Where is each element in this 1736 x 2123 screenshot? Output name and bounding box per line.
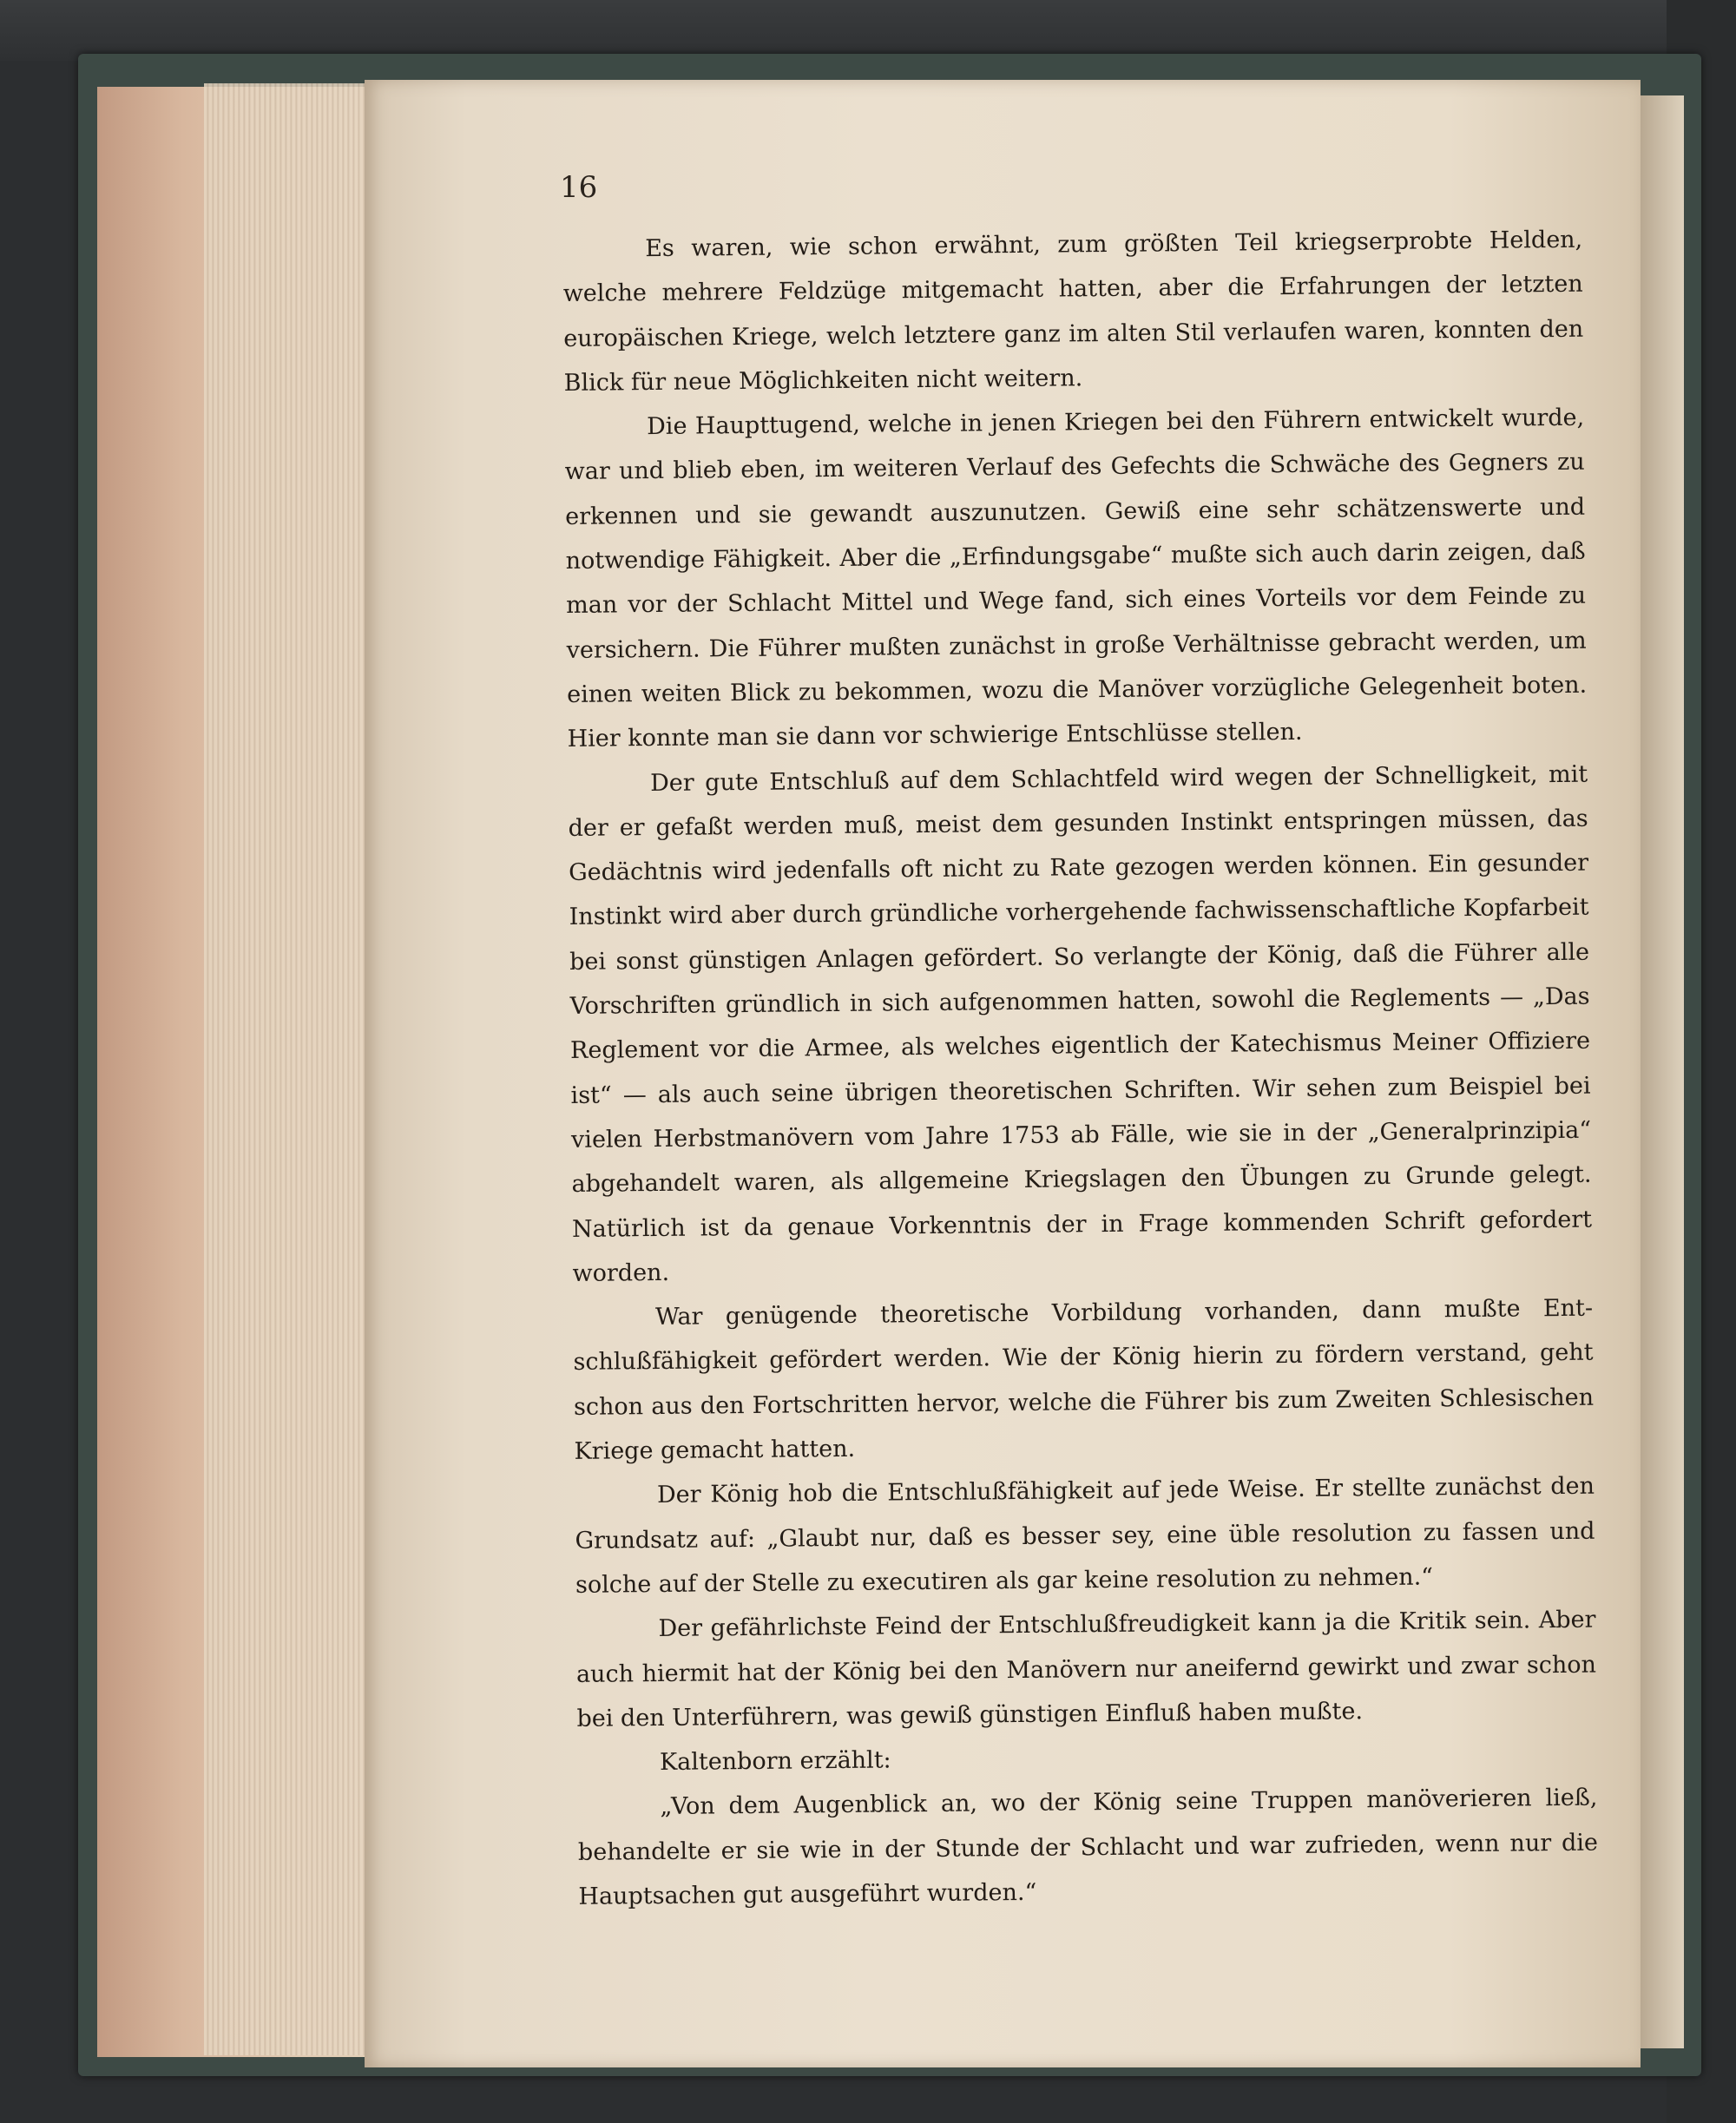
scanner-background <box>0 0 1736 61</box>
book-page-edges <box>204 83 378 2055</box>
paragraph: „Von dem Augenblick an, wo der König seine Truppen manöverieren ließ, behandelte er sie wie in der Stunde der Schlacht und war zufrieden, wenn nur die Hauptsachen gut ausgeführt wurden.“ <box>577 1785 1599 1910</box>
page-number: 16 <box>560 170 598 205</box>
book-page <box>365 80 1641 2067</box>
page-text <box>562 218 1599 1919</box>
facing-page-edge <box>1641 95 1684 2048</box>
paragraph: Der König hob die Entschlußfähigkeit auf jede Weise. Er stellte zunächst den Grundsatz auf: „Glaubt nur, daß es besser sey, eine üble resolution zu fassen und solche auf der Stelle zu executiren als gar keine resolution zu nehmen.“ <box>575 1472 1595 1599</box>
paragraph: Der gefährlichste Feind der Entschlußfreudigkeit kann ja die Kritik sein. Aber auch hiermit hat der König bei den Manövern nur aneifernd gewirkt und zwar schon bei den Unterführern, was gewiß günstigen Einfluß haben mußte. <box>575 1606 1597 1732</box>
paragraph: Es waren, wie schon erwähnt, zum größten Teil kriegserprobte Helden, welche mehrere Feldzüge mitgemacht hatten, aber die Erfahrungen der letzten europäischen Kriege, welch letztere ganz im alten Stil verlaufen waren, konnten den Blick für neue Möglichkeiten nicht weitern. <box>562 226 1584 397</box>
paragraph: Die Haupttugend, welche in jenen Kriegen bei den Führern entwickelt wurde, war und blieb eben, im weiteren Verlauf des Gefechts die Schwäche des Gegners zu erkennen und sie gewandt auszunutzen. Gewiß eine sehr schätzenswerte und notwendige Fähigkeit. Aber die „Erfindungsgabe“ mußte sich auch darin zeigen, daß man vor der Schlacht Mittel und Wege fand, sich eines Vorteils vor dem Feinde zu versichern. Die Führer mußten zunächst in große Verhältnisse gebracht werden, um einen weiten Blick zu bekommen, wozu die Manöver vorzügliche Gelegenheit boten. Hier konnte man sie dann vor schwierige Entschlüsse stellen. <box>564 404 1588 753</box>
paragraph: Kaltenborn erzählt: <box>659 1746 891 1777</box>
paragraph: Der gute Entschluß auf dem Schlachtfeld wird wegen der Schnelligkeit, mit der er gefaßt werden muß, meist dem gesunden Instinkt entspringen müssen, das Gedächtnis wird jedenfalls oft nicht zu Rate gezogen werden können. Ein gesunder Instinkt wird aber durch gründliche vorhergehende fachwissenschaftliche Kopfarbeit bei sonst günstigen Anlagen gefördert. So verlangte der König, daß die Führer alle Vorschriften gründlich in sich aufgenommen hatten, sowohl die Reglements — „Das Reglement vor die Armee, als welches eigentlich der Katechismus Meiner Offiziere ist“ — als auch seine übrigen theoretischen Schriften. Wir sehen zum Beispiel bei vielen Herbstmanövern vom Jahre 1753 ab Fälle, wie sie in der „Generalprinzipia“ abgehandelt waren, als allgemeine Kriegslagen den Übungen zu Grunde gelegt. Natürlich ist da genaue Vorkenntnis der in Frage kommenden Schrift gefordert worden. <box>568 760 1593 1287</box>
paragraph: War genügende theoretische Vorbildung vorhanden, dann mußte Entschlußfähigkeit gefördert werden. Wie der König hierin zu fördern verstand, geht schon aus den Fortschritten hervor, welche die Führer bis zum Zweiten Schlesischen Kriege gemacht hatten. <box>573 1294 1595 1465</box>
